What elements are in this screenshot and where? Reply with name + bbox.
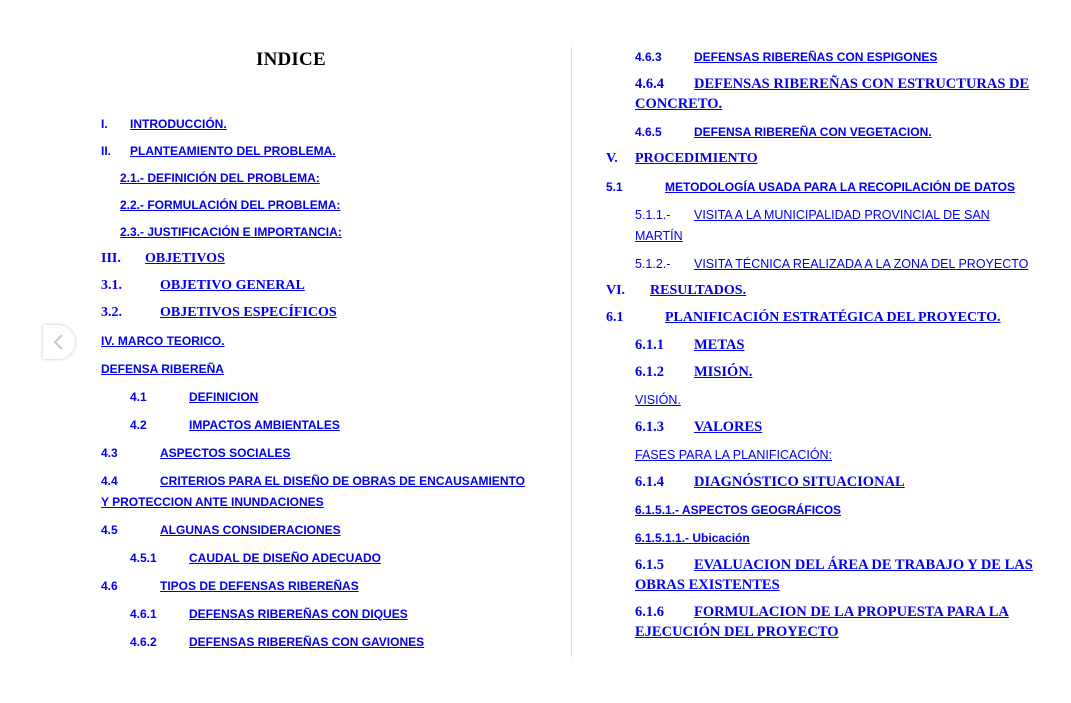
toc-entry-evaluacion-area[interactable] [635,557,1033,574]
toc-entry-number: V. [606,151,618,166]
toc-entry-number: 3.2. [101,305,122,320]
toc-entry-label: CONCRETO. [635,96,723,112]
toc-entry-number: 4.4 [101,474,118,488]
toc-entry-number: 6.1.5 [635,557,664,573]
toc-entry-label: MISIÓN. [694,364,753,380]
toc-entry-vision[interactable] [635,393,681,407]
toc-entry-objetivos[interactable] [101,251,225,267]
toc-entry-number: VI. [606,283,626,298]
toc-entry-label: DIAGNÓSTICO SITUACIONAL [694,474,905,490]
toc-entry-label: DEFENSAS RIBEREÑAS CON ESTRUCTURAS DE [694,76,1030,92]
toc-entry-algunas-consideraciones[interactable] [101,523,341,537]
toc-entry-label: TIPOS DE DEFENSAS RIBEREÑAS [160,579,359,593]
toc-entry-number: 3.1. [101,278,122,293]
toc-entry-objetivos-especificos[interactable] [101,305,337,321]
toc-entry-defensas-espigones[interactable] [635,50,937,64]
toc-entry-valores[interactable] [635,419,762,436]
toc-entry-ubicacion[interactable] [635,531,750,545]
toc-entry-metas[interactable] [635,337,745,354]
toc-entry-tipos-defensas[interactable] [101,579,359,593]
toc-entry-label: VISITA TÉCNICA REALIZADA A LA ZONA DEL PROYECTO [694,257,1029,271]
toc-entry-number: 4.6 [101,579,118,593]
toc-entry-resultados[interactable] [606,283,746,299]
toc-entry-caudal-diseno[interactable] [130,551,381,565]
toc-entry-label: DEFENSAS RIBEREÑAS CON GAVIONES [189,635,425,649]
toc-entry-number: 4.6.4 [635,76,664,92]
toc-entry-criterios-diseno-cont[interactable] [101,495,324,509]
toc-entry-label: VISIÓN. [635,393,681,407]
toc-entry-label: METODOLOGÍA USADA PARA LA RECOPILACIÓN DE DATOS [665,180,1016,194]
toc-entry-number: 4.5 [101,523,118,537]
page-title: INDICE [256,49,326,70]
toc-entry-marco-teorico[interactable] [101,334,225,348]
toc-entry-defensas-concreto[interactable] [635,76,1029,93]
toc-entry-label: OBRAS EXISTENTES [635,577,780,593]
toc-entry-number: 6.1.6 [635,604,664,620]
toc-entry-label: IMPACTOS AMBIENTALES [189,418,340,432]
toc-entry-label: INTRODUCCIÓN. [130,117,227,131]
toc-entry-number: 6.1.2 [635,364,664,380]
toc-entry-label: RESULTADOS. [650,283,747,298]
toc-entry-label: OBJETIVOS [145,251,225,266]
toc-entry-number: 6.1.3 [635,419,664,435]
toc-entry-visita-municipalidad[interactable] [635,208,990,222]
toc-entry-mision[interactable] [635,364,752,381]
toc-entry-label: 6.1.5.1.1.- Ubicación [635,531,750,545]
toc-entry-number: 6.1.4 [635,474,664,490]
toc-entry-label: IV. MARCO TEORICO. [101,334,225,348]
toc-entry-metodologia[interactable] [606,180,1015,194]
toc-entry-aspectos-sociales[interactable] [101,446,290,460]
previous-page-button[interactable] [43,325,75,359]
toc-entry-label: FORMULACION DE LA PROPUESTA PARA LA [694,604,1009,620]
toc-entry-defensa-vegetacion[interactable] [635,125,932,139]
toc-entry-number: 4.1 [130,390,147,404]
toc-entry-justificacion[interactable] [120,225,342,239]
toc-entry-definicion[interactable] [130,390,258,404]
toc-entry-label: DEFENSAS RIBEREÑAS CON ESPIGONES [694,50,938,64]
toc-entry-procedimiento[interactable] [606,151,758,167]
toc-entry-number: 5.1.2.- [635,257,671,271]
toc-entry-criterios-diseno[interactable] [101,474,525,488]
toc-entry-label: 2.3.- JUSTIFICACIÓN E IMPORTANCIA: [120,225,342,239]
toc-entry-label: EVALUACION DEL ÁREA DE TRABAJO Y DE LAS [694,557,1033,573]
toc-entry-label: PLANTEAMIENTO DEL PROBLEMA. [130,144,336,158]
toc-entry-formulacion-propuesta-cont[interactable] [635,624,839,641]
column-divider [571,47,572,657]
toc-entry-label: VALORES [694,419,763,435]
toc-entry-visita-tecnica[interactable] [635,257,1028,271]
toc-entry-label: METAS [694,337,745,353]
toc-entry-number: 4.5.1 [130,551,157,565]
toc-entry-number: 4.6.1 [130,607,157,621]
toc-entry-label: ASPECTOS SOCIALES [160,446,291,460]
toc-entry-label: DEFENSA RIBEREÑA [101,362,224,376]
toc-entry-number: 5.1.1.- [635,208,671,222]
toc-entry-planificacion-estrategica[interactable] [606,310,1001,326]
toc-entry-label: MARTÍN [635,229,683,243]
toc-entry-label: DEFENSA RIBEREÑA CON VEGETACION. [694,125,932,139]
toc-entry-number: I. [101,117,108,131]
toc-entry-label: ALGUNAS CONSIDERACIONES [160,523,341,537]
toc-entry-number: 6.1.1 [635,337,664,353]
toc-entry-impactos-ambientales[interactable] [130,418,340,432]
toc-entry-evaluacion-area-cont[interactable] [635,577,780,594]
toc-entry-defensas-concreto-cont[interactable] [635,96,722,113]
toc-entry-label: CRITERIOS PARA EL DISEÑO DE OBRAS DE ENCAUSAMIENTO [160,474,525,488]
toc-entry-label: OBJETIVOS ESPECÍFICOS [160,305,337,320]
toc-entry-number: III. [101,251,121,266]
toc-entry-introduccion[interactable] [101,117,227,131]
toc-entry-number: 4.2 [130,418,147,432]
toc-entry-label: 2.1.- DEFINICIÓN DEL PROBLEMA: [120,171,320,185]
toc-entry-number: II. [101,144,112,158]
toc-entry-label: 6.1.5.1.- ASPECTOS GEOGRÁFICOS [635,503,842,517]
toc-entry-label: PLANIFICACIÓN ESTRATÉGICA DEL PROYECTO. [665,310,1001,325]
toc-entry-formulacion-propuesta[interactable] [635,604,1009,621]
toc-entry-label: VISITA A LA MUNICIPALIDAD PROVINCIAL DE SAN [694,208,990,222]
toc-entry-defensa-riberena[interactable] [101,362,224,376]
toc-entry-number: 6.1 [606,310,624,325]
toc-entry-label: 2.2.- FORMULACIÓN DEL PROBLEMA: [120,198,341,212]
toc-entry-label: DEFINICION [189,390,259,404]
toc-entry-number: 5.1 [606,180,623,194]
toc-entry-aspectos-geograficos[interactable] [635,503,841,517]
toc-entry-planteamiento[interactable] [101,144,336,158]
toc-entry-label: Y PROTECCION ANTE INUNDACIONES [101,495,324,509]
toc-entry-diagnostico[interactable] [635,474,905,491]
toc-entry-number: 4.3 [101,446,118,460]
toc-entry-label: OBJETIVO GENERAL [160,278,305,293]
toc-entry-formulacion-problema[interactable] [120,198,340,212]
toc-entry-number: 4.6.3 [635,50,662,64]
toc-entry-visita-municipalidad-cont[interactable] [635,229,683,243]
toc-entry-definicion-problema[interactable] [120,171,320,185]
toc-entry-number: 4.6.5 [635,125,662,139]
toc-entry-fases-planificacion[interactable] [635,448,832,462]
toc-entry-defensas-gaviones[interactable] [130,635,424,649]
toc-entry-objetivo-general[interactable] [101,278,305,294]
chevron-left-icon [51,333,67,351]
toc-entry-label: CAUDAL DE DISEÑO ADECUADO [189,551,382,565]
toc-entry-label: DEFENSAS RIBEREÑAS CON DIQUES [189,607,408,621]
toc-entry-defensas-diques[interactable] [130,607,408,621]
toc-entry-label: PROCEDIMIENTO [635,151,758,166]
toc-entry-number: 4.6.2 [130,635,157,649]
toc-entry-label: FASES PARA LA PLANIFICACIÓN: [635,448,833,462]
toc-entry-label: EJECUCIÓN DEL PROYECTO [635,624,839,640]
